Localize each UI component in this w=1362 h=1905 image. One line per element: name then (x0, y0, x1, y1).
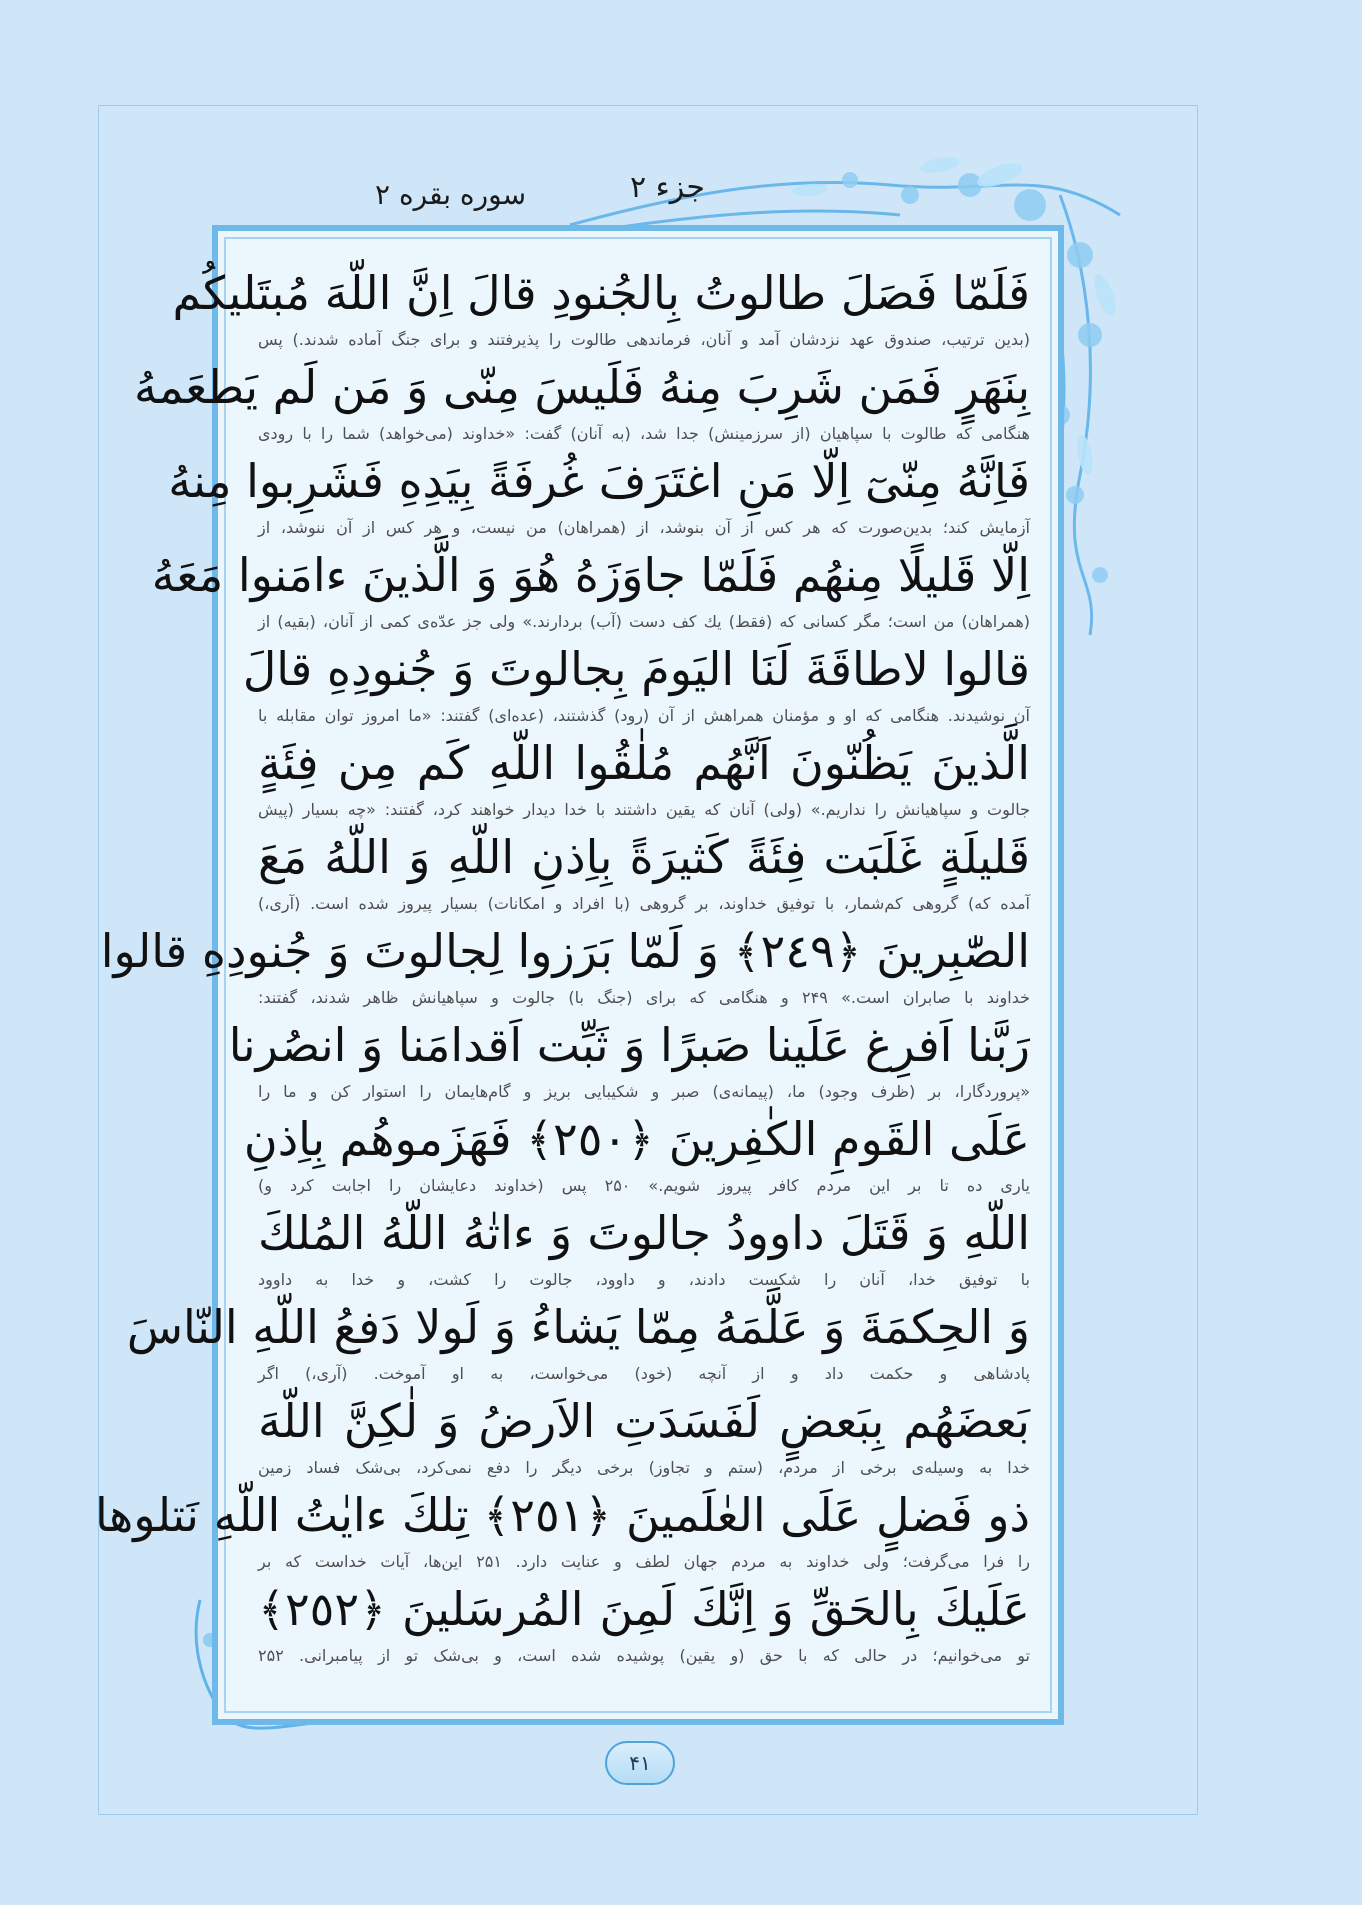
verse-row (134, 354, 1030, 448)
translation-line: تو می‌خوانیم؛ در حالی که با حق (و یقین) پوشیده شده است، و بی‌شک تو از پیامبرانی. ۲۵۲ (258, 1646, 1030, 1665)
translation-line: خداوند با صابران است.» ۲۴۹ و هنگامی که برای (جنگ با) جالوت و سپاهیانش ظاهر شدند، گفتند: (258, 988, 1031, 1007)
translation-line: هنگامی که طالوت با سپاهیان (از سرزمینش) جدا شد، (به آنان) گفت: «خداوند (می‌خواهد) شما را با رودی (258, 424, 1030, 443)
verse-row (126, 1294, 1030, 1388)
verse-row (95, 1482, 1030, 1576)
verse-row (258, 824, 1030, 918)
verse-row (151, 542, 1030, 636)
arabic-line: بَعضَهُم بِبَعضٍ لَفَسَدَتِ الاَرضُ وَ لٰكِنَّ اللّهَ (258, 1394, 1030, 1448)
verse-row (168, 448, 1030, 542)
translation-line: (بدین ترتیب، صندوق عهد نزدشان آمد و آنان، فرماندهی طالوت را پذیرفتند و برای جنگ آماده شدند.) پس (258, 330, 1030, 349)
translation-line: آن نوشیدند. هنگامی که او و مؤمنان همراهش از آن (رود) گذشتند، (عده‌ای) گفتند: «ما امروز توان مقابله با (258, 706, 1030, 725)
verse-row (243, 1106, 1031, 1200)
translation-line: آمده که) گروهی کم‌شمار، با توفیق خداوند، بر گروهی (با افراد و امکانات) بسیار پیروز شده است. (آری،) (258, 894, 1030, 913)
verse-row (100, 918, 1031, 1012)
verse-row (258, 1388, 1030, 1482)
page-number-badge: ۴۱ (605, 1741, 675, 1785)
verse-row (172, 260, 1030, 354)
translation-line: «پروردگارا، بر (ظرف وجود) ما، (پیمانه‌ی) صبر و شکیبایی بریز و گام‌هایمان را استوار کن و ما را (258, 1082, 1030, 1101)
page-header (0, 150, 1362, 230)
translation-line: (همراهان) من است؛ مگر کسانی که (فقط) یك کف دست (آب) بردارند.» ولی جز عدّه‌ی کمی از آنان، (بقیه) از (258, 612, 1030, 631)
arabic-line: عَلَى القَومِ الكٰفِرينَ ﴿٢٥٠﴾ فَهَزَموهُم بِاِذنِ (243, 1112, 1030, 1166)
page-number (600, 1740, 680, 1786)
arabic-line: بِنَهَرٍ فَمَن شَرِبَ مِنهُ فَلَيسَ مِنّی وَ مَن لَم يَطعَمهُ (134, 360, 1030, 414)
arabic-line: ذو فَضلٍ عَلَى العٰلَمينَ ﴿٢٥١﴾ تِلكَ ءايٰتُ اللّهِ نَتلوها (95, 1488, 1030, 1542)
surah-label: سوره بقره ۲ (375, 178, 527, 211)
arabic-line: قالوا لاطاقَةَ لَنَا اليَومَ بِجالوتَ وَ جُنودِهِ قالَ (242, 642, 1030, 696)
verse-row (258, 1200, 1030, 1294)
arabic-line: قَليلَةٍ غَلَبَت فِئَةً كَثيرَةً بِاِذنِ اللّهِ وَ اللّهُ مَعَ (258, 830, 1030, 884)
translation-line: پادشاهی و حکمت داد و از آنچه (خود) می‌خواست، به او آموخت. (آری،) اگر (258, 1364, 1030, 1383)
arabic-line: الصّٰبِرينَ ﴿٢٤٩﴾ وَ لَمّا بَرَزوا لِجالوتَ وَ جُنودِهِ قالوا (100, 924, 1030, 978)
translation-line: با توفیق خدا، آنان را شکست دادند، و داوود، جالوت را کشت، و خدا به داوود (258, 1270, 1030, 1289)
arabic-line: اِلّا قَليلًا مِنهُم فَلَمّا جاوَزَهُ هُوَ وَ الَّذينَ ءامَنوا مَعَهُ (151, 548, 1030, 602)
arabic-line: وَ الحِكمَةَ وَ عَلَّمَهُ مِمّا يَشاءُ وَ لَولا دَفعُ اللّهِ النّاسَ (126, 1300, 1030, 1354)
verse-row (258, 730, 1030, 824)
translation-line: یاری ده تا بر این مردم کافر پیروز شویم.» ۲۵۰ پس (خداوند دعایشان را اجابت کرد و) (258, 1176, 1031, 1195)
arabic-line: اللّهِ وَ قَتَلَ داوودُ جالوتَ وَ ءاتٰهُ اللّهُ المُلكَ (258, 1206, 1030, 1260)
translation-line: خدا به وسیله‌ی برخی از مردم، (ستم و تجاوز) برخی دیگر را دفع نمی‌کرد، بی‌شک فساد زمین (258, 1458, 1030, 1477)
arabic-line: رَبَّنا اَفرِغ عَلَينا صَبرًا وَ ثَبِّت اَقدامَنا وَ انصُرنا (228, 1018, 1030, 1072)
translation-line: را فرا می‌گرفت؛ ولی خداوند به مردم جهان لطف و عنایت دارد. ۲۵۱ این‌ها، آیات خداست که بر (258, 1552, 1030, 1571)
verse-row (258, 1576, 1030, 1670)
arabic-line: فَلَمّا فَصَلَ طالوتُ بِالجُنودِ قالَ اِنَّ اللّهَ مُبتَليكُم (172, 266, 1030, 320)
arabic-line: فَاِنَّهُ مِنّیٓ اِلّا مَنِ اغتَرَفَ غُرفَةً بِيَدِهِ فَشَرِبوا مِنهُ (168, 454, 1030, 508)
translation-line: آزمایش کند؛ بدین‌صورت که هر کس از آن بنوشد، از (همراهان) من نیست، و هر کس از آن ننوشد، از (258, 518, 1030, 537)
verse-row (228, 1012, 1030, 1106)
juz-label: جزء ۲ (630, 170, 705, 205)
verse-row (242, 636, 1030, 730)
arabic-line: عَلَيكَ بِالحَقِّ وَ اِنَّكَ لَمِنَ المُرسَلينَ ﴿٢٥٢﴾ (258, 1582, 1030, 1636)
translation-line: جالوت و سپاهیانش را نداریم.» (ولی) آنان که یقین داشتند با خدا دیدار خواهند کرد، گفتند: «چه بسیار (پیش (258, 800, 1030, 819)
verse-content (95, 260, 1031, 1670)
arabic-line: الَّذينَ يَظُنّونَ اَنَّهُم مُلٰقُوا اللّهِ كَم مِن فِئَةٍ (258, 736, 1030, 790)
